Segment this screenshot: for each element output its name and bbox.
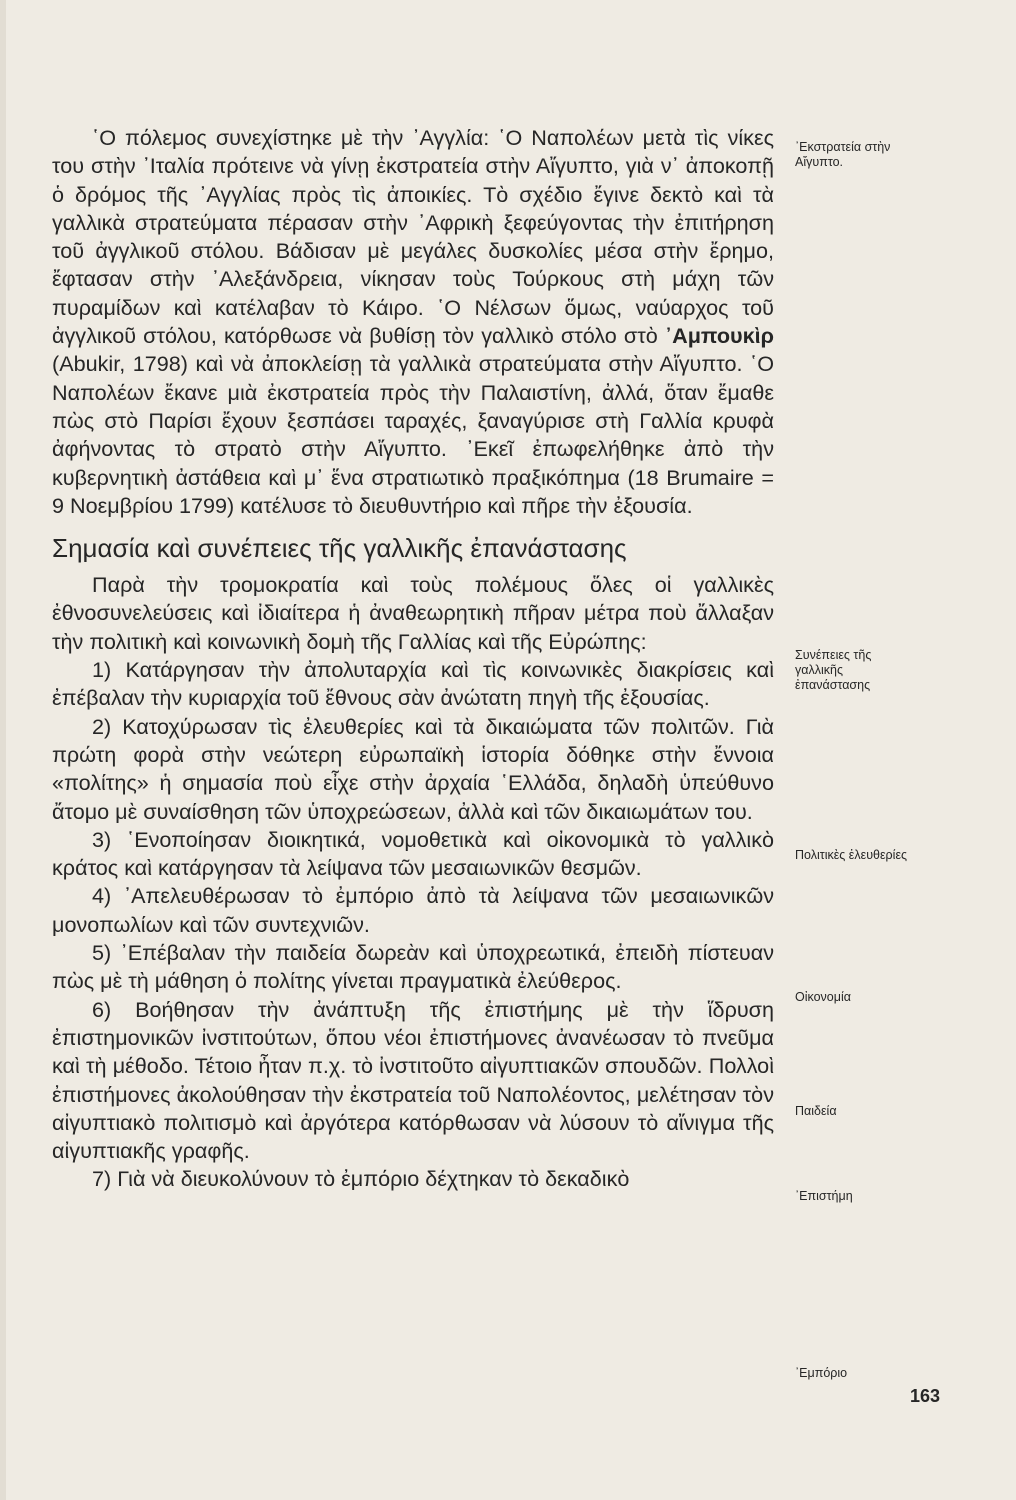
paragraph-4: 4) ᾿Απελευθέρωσαν τὸ ἐμπόριο ἀπὸ τὰ λείψανα τῶν μεσαιωνικῶν μονοπωλίων καὶ τῶν συντεχνιῶν. <box>52 883 774 937</box>
bold-term-abukir: ᾿Αμπουκὶρ <box>664 323 774 349</box>
margin-note-education: Παιδεία <box>795 1104 837 1118</box>
margin-note-consequences: Συνέπειες τῆς γαλλικῆς ἐπανάστασης <box>795 648 872 692</box>
intro-text-1: ῾Ο πόλεμος συνεχίστηκε μὲ τὴν ᾿Αγγλία: ῾Ο Ναπολέων μετὰ τὶς νίκες του στὴν ᾿Ιταλία πρότεινε νὰ γίνῃ ἐκστρατεία στὴν Αἴγυπτο, γιὰ ν᾿ ἀποκοπῇ ὁ δρόμος τῆς ᾿Αγγλίας πρὸς τὶς ἀποικίες. Τὸ σχέδιο ἔγινε δεκτὸ καὶ τὰ γαλλικὰ στρατεύματα πέρασαν στὴν ᾿Αφρικὴ ξεφεύγοντας τὴν ἐπιτήρηση τοῦ ἀγγλικοῦ στόλου. Βάδισαν μὲ μεγάλες δυσκολίες μέσα στὴν ἔρημο, ἔφτασαν στὴν ᾿Αλεξάνδρεια, νίκησαν τοὺς Τούρκους στὴ μάχη τῶν πυραμίδων καὶ κατέλαβαν τὸ Κάιρο. ῾Ο Νέλσων ὅμως, ναύαρχος τοῦ ἀγγλικοῦ στόλου, κατόρθωσε νὰ βυθίσῃ τὸν γαλλικὸ στόλο στὸ <box>52 125 774 349</box>
intro-paragraph <box>52 124 774 520</box>
paragraph-3: 3) ῾Ενοποίησαν διοικητικά, νομοθετικὰ καὶ οἰκονομικὰ τὸ γαλλικὸ κράτος καὶ κατάργησαν τὰ λείψανα τῶν μεσαιωνικῶν θεσμῶν. <box>52 826 774 881</box>
main-text-column <box>52 124 774 1194</box>
margin-note-trade: ᾿Εμπόριο <box>795 1366 848 1380</box>
section-heading: Σημασία καὶ συνέπειες τῆς γαλλικῆς ἐπανάστασης <box>52 533 627 564</box>
margin-note-economy: Οἰκονομία <box>795 990 851 1004</box>
page-number: 163 <box>910 1386 941 1406</box>
paragraph-7: 7) Γιὰ νὰ διευκολύνουν τὸ ἐμπόριο δέχτηκαν τὸ δεκαδικὸ <box>92 1166 630 1192</box>
paragraph-1: 1) Κατάργησαν τὴν ἀπολυταρχία καὶ τὶς κοινωνικὲς διακρίσεις καὶ ἐπέβαλαν τὴν κυριαρχία τοῦ ἔθνους σὰν ἀνώτατη πηγὴ τῆς ἐξουσίας. <box>52 657 774 711</box>
page-edge <box>0 0 6 1500</box>
paragraph-intro: Παρὰ τὴν τρομοκρατία καὶ τοὺς πολέμους ὅλες οἱ γαλλικὲς ἐθνοσυνελεύσεις καὶ ἰδιαίτερα ἡ ἀναθεωρητικὴ πῆραν μέτρα ποὺ ἄλλαξαν τὴν πολιτικὴ καὶ κοινωνικὴ δομὴ τῆς Γαλλίας καὶ τῆς Εὐρώπης: <box>52 572 774 654</box>
margin-note-science: ᾿Επιστήμη <box>795 1189 853 1203</box>
intro-text-2: (Abukir, 1798) καὶ νὰ ἀποκλείσῃ τὰ γαλλικὰ στρατεύματα στὴν Αἴγυπτο. ῾Ο Ναπολέων ἔκανε μιὰ ἐκστρατεία πρὸς τὴν Παλαιστίνη, ἀλλά, ὅταν ἔμαθε πὼς στὸ Παρίσι ἔχουν ξεσπάσει ταραχές, ξαναγύρισε στὴ Γαλλία κρυφὰ ἀφήνοντας τὸ στρατὸ στὴν Αἴγυπτο. ᾿Εκεῖ ἐπωφελήθηκε ἀπὸ τὴν κυβερνητικὴ ἀστάθεια καὶ μ᾿ ἕνα στρατιωτικὸ πραξικόπημα (18 Brumaire = 9 Νοεμβρίου 1799) κατέλυσε τὸ διευθυντήριο καὶ πῆρε τὴν ἐξουσία. <box>52 351 774 518</box>
margin-note-political: Πολιτικὲς ἐλευθερίες <box>795 848 908 862</box>
paragraph-6: 6) Βοήθησαν τὴν ἀνάπτυξη τῆς ἐπιστήμης μὲ τὴν ἵδρυση ἐπιστημονικῶν ἰνστιτούτων, ὅπου νέοι ἐπιστήμονες ἀνανέωσαν τὸ πνεῦμα καὶ τὴ μέθοδο. Τέτοιο ἦταν π.χ. τὸ ἰνστιτοῦτο αἰγυπτιακῶν σπουδῶν. Πολλοὶ ἐπιστήμονες ἀκολούθησαν τὴν ἐκστρατεία τοῦ Ναπολέοντος, μελέτησαν τὸν αἰγυπτιακὸ πολιτισμὸ καὶ ἀργότερα κατόρθωσαν νὰ λύσουν τὸ αἴνιγμα τῆς αἰγυπτιακῆς γραφῆς. <box>52 996 774 1164</box>
paragraph-2: 2) Κατοχύρωσαν τὶς ἐλευθερίες καὶ τὰ δικαιώματα τῶν πολιτῶν. Γιὰ πρώτη φορὰ στὴν νεώτερη εὐρωπαϊκὴ ἱστορία δόθηκε στὴν ἔννοια «πολίτης» ἡ σημασία ποὺ εἶχε στὴν ἀρχαία ῾Ελλάδα, δηλαδὴ ὑπεύθυνο ἄτομο μὲ συναίσθηση τῶν ὑποχρεώσεων, ἀλλὰ καὶ τῶν δικαιωμάτων του. <box>52 713 774 824</box>
paragraph-5: 5) ᾿Επέβαλαν τὴν παιδεία δωρεὰν καὶ ὑποχρεωτικά, ἐπειδὴ πίστευαν πὼς μὲ τὴ μάθηση ὁ πολίτης γίνεται πραγματικὰ ἐλεύθερος. <box>52 940 774 994</box>
margin-note-expedition: ᾿Εκστρατεία στὴν Αἴγυπτο. <box>795 140 891 169</box>
